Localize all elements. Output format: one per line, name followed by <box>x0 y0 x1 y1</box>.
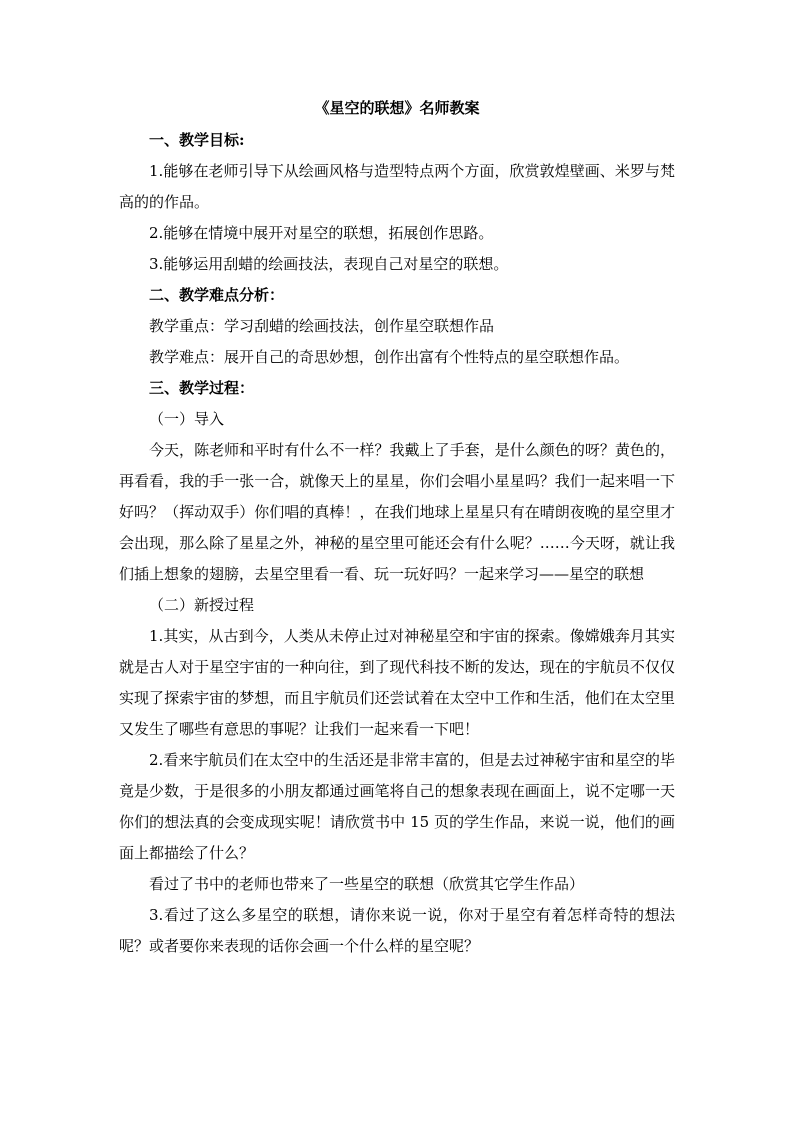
new-lesson-paragraph-4: 3.看过了这么多星空的联想，请你来说一说，你对于星空有着怎样奇特的想法呢？或者要你来表现的话你会画一个什么样的星空呢？ <box>119 906 675 955</box>
new-lesson-paragraph-3: 看过了书中的老师也带来了一些星空的联想（欣赏其它学生作品） <box>149 875 585 893</box>
section-heading-process: 三、教学过程： <box>149 379 255 397</box>
subsection-intro-heading: （一）导入 <box>149 410 225 428</box>
new-lesson-paragraph-1: 1.其实，从古到今，人类从未停止过对神秘星空和宇宙的探索。像嫦娥奔月其实就是古人对于星空宇宙的一种向往，到了现代科技不断的发达，现在的宇航员不仅仅实现了探索宇宙的梦想，而且宇航员们还尝试着在太空中工作和生活，他们在太空里又发生了哪些有意思的事呢？让我们一起来看一下吧！ <box>119 627 675 738</box>
objective-3: 3.能够运用刮蜡的绘画技法，表现自己对星空的联想。 <box>149 255 509 273</box>
objective-2: 2.能够在情境中展开对星空的联想，拓展创作思路。 <box>149 224 494 242</box>
section-heading-objectives: 一、教学目标: <box>149 131 245 149</box>
objective-1: 1.能够在老师引导下从绘画风格与造型特点两个方面，欣赏敦煌壁画、米罗与梵高的的作品。 <box>119 162 675 211</box>
document-title: 《星空的联想》名师教案 <box>314 99 480 117</box>
document-page <box>119 96 675 962</box>
section-heading-difficulty: 二、教学难点分析： <box>149 286 285 304</box>
subsection-new-lesson-heading: （二）新授过程 <box>149 596 255 614</box>
difficult-point: 教学难点：展开自己的奇思妙想，创作出富有个性特点的星空联想作品。 <box>149 348 630 366</box>
key-point: 教学重点：学习刮蜡的绘画技法，创作星空联想作品 <box>149 317 495 335</box>
intro-paragraph: 今天，陈老师和平时有什么不一样？我戴上了手套，是什么颜色的呀？黄色的，再看看，我的手一张一合，就像天上的星星，你们会唱小星星吗？我们一起来唱一下好吗？（挥动双手）你们唱的真棒！，在我们地球上星星只有在晴朗夜晚的星空里才会出现，那么除了星星之外，神秘的星空里可能还会有什么呢？……今天呀，就让我们插上想象的翅膀，去星空里看一看、玩一玩好吗？一起来学习——星空的联想 <box>119 441 675 583</box>
new-lesson-paragraph-2: 2.看来宇航员们在太空中的生活还是非常丰富的，但是去过神秘宇宙和星空的毕竟是少数，于是很多的小朋友都通过画笔将自己的想象表现在画面上，说不定哪一天你们的想法真的会变成现实呢！请欣赏书中 15 页的学生作品，来说一说，他们的画面上都描绘了什么？ <box>119 751 675 862</box>
